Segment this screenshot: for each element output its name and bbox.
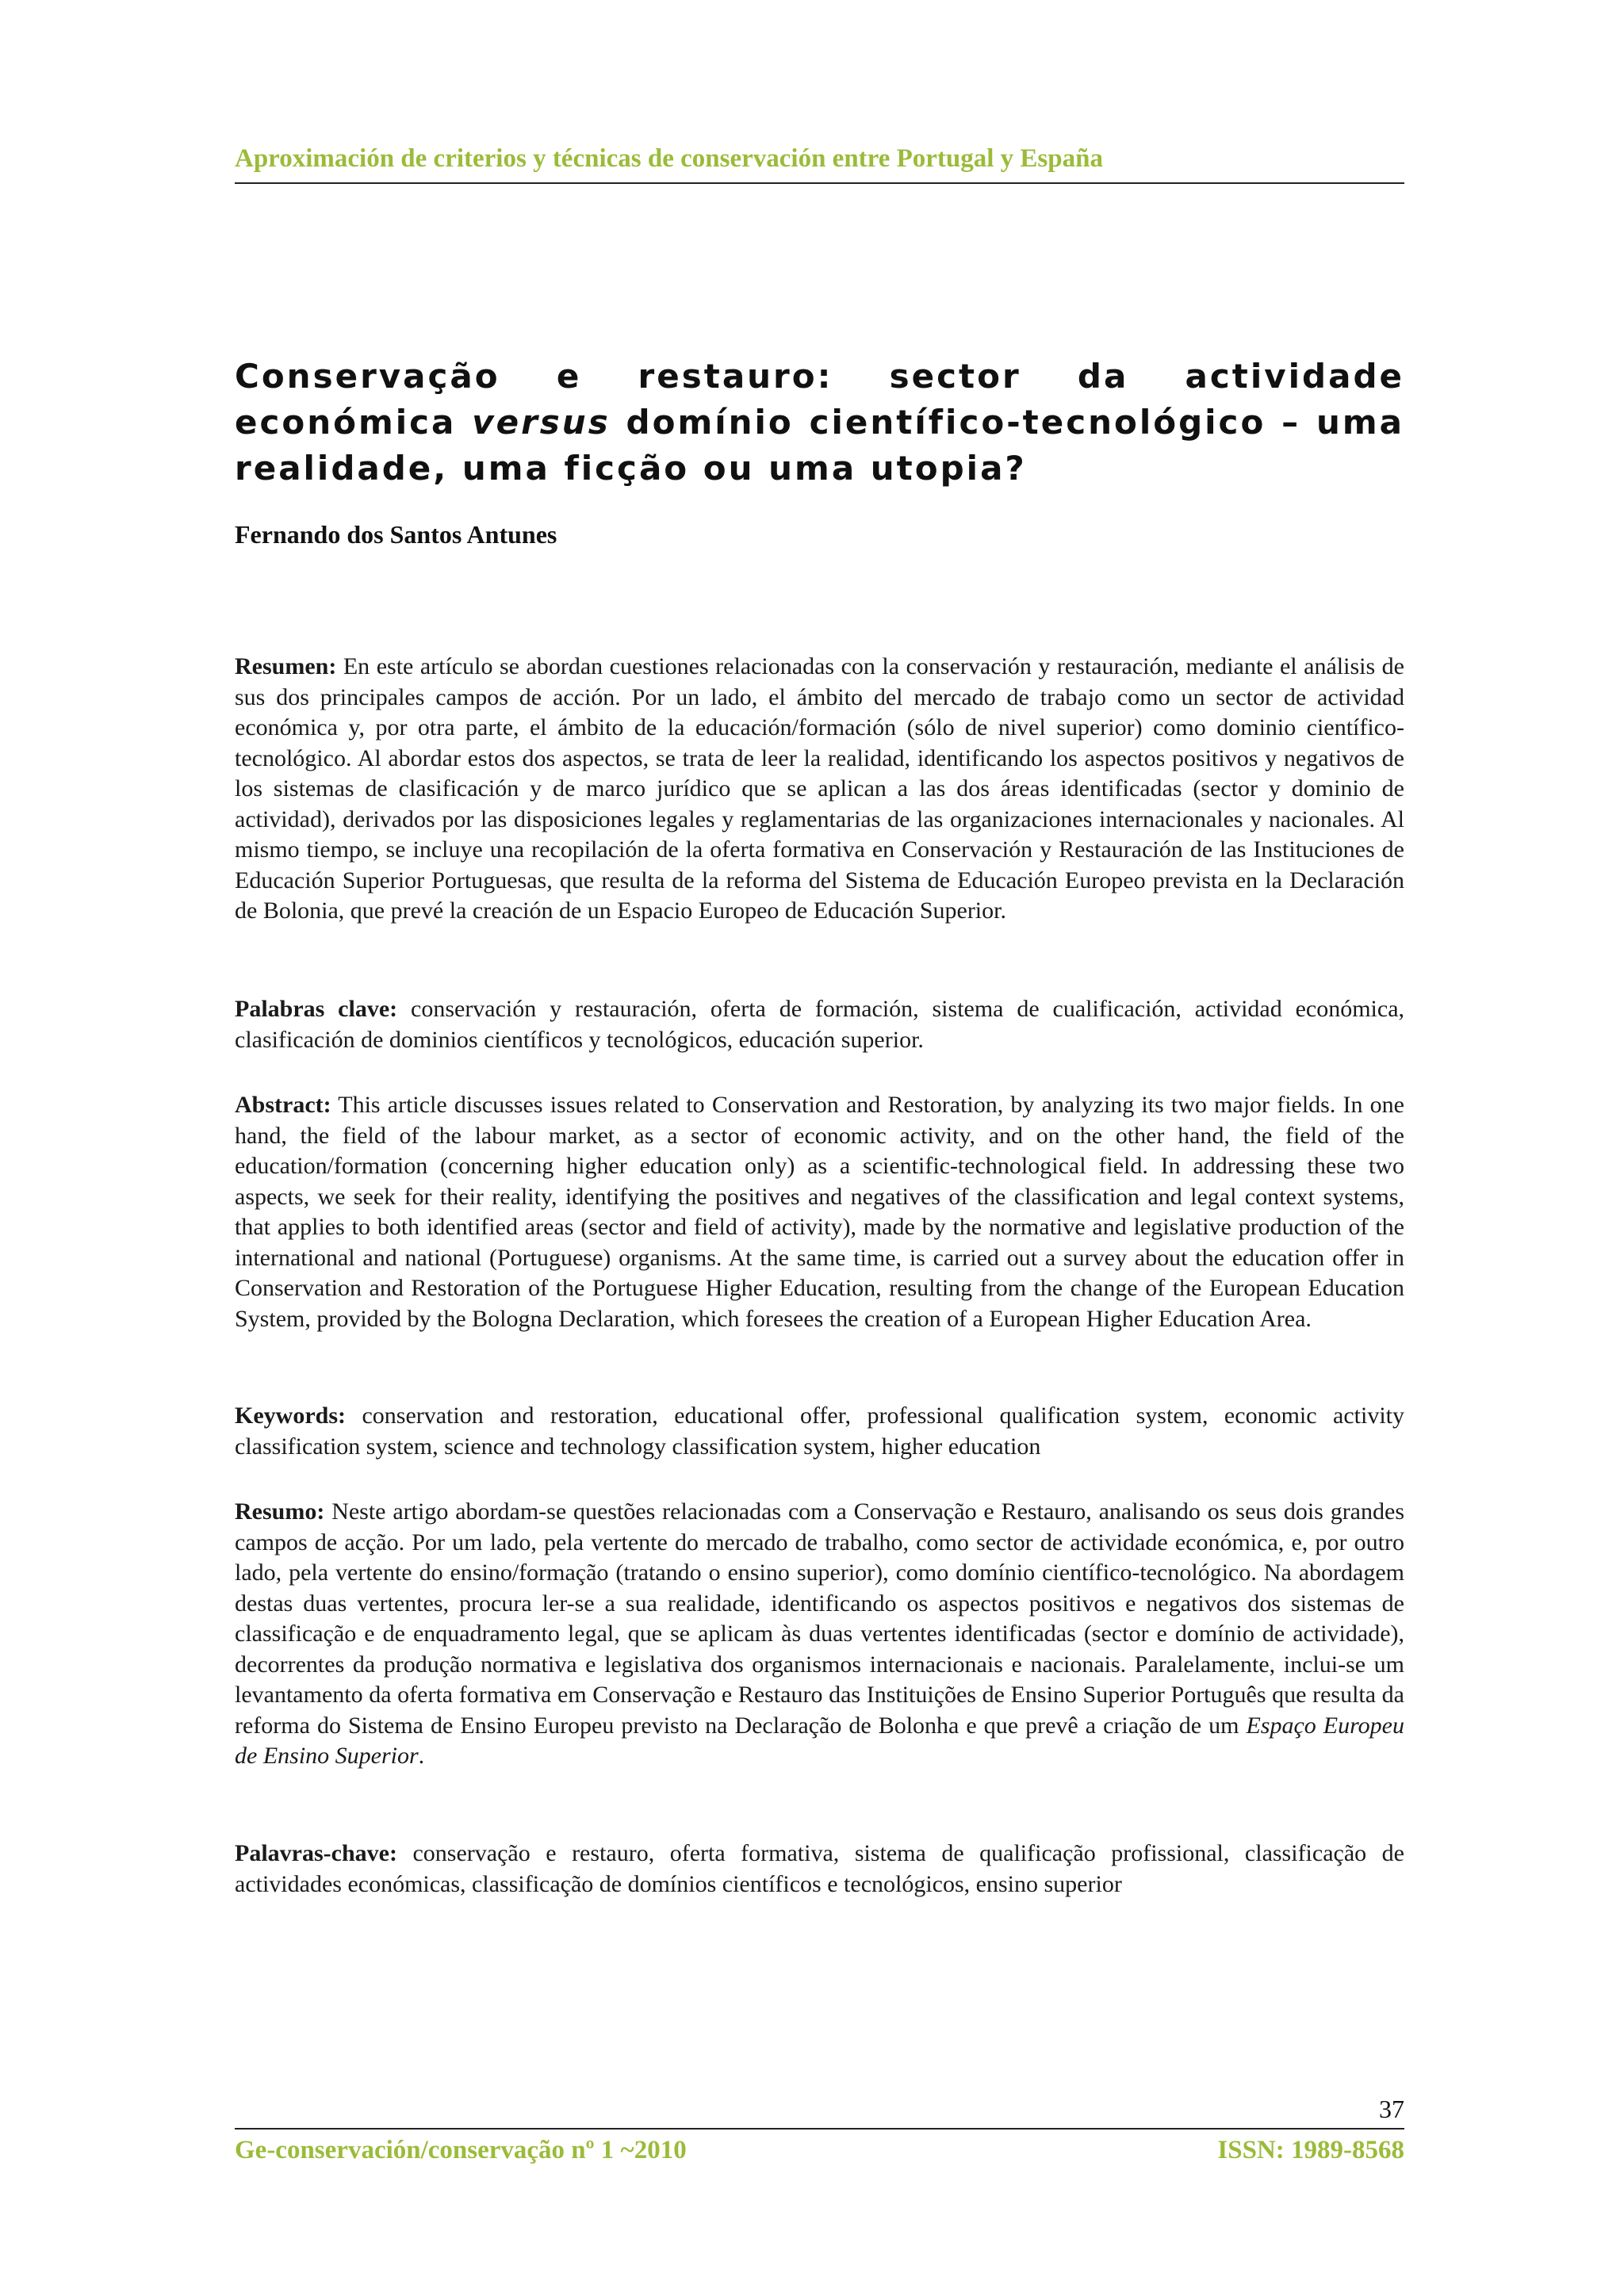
resumen-label: Resumen: (235, 653, 337, 679)
keywords-label: Keywords: (235, 1402, 346, 1429)
palabras-clave-label: Palabras clave: (235, 996, 398, 1022)
abstract-text: This article discusses issues related to Conservation and Restoration, by analyzing its two major fields. In one hand, the field of the labour market, as a sector of economic activity, and on the other hand, the field of the education/formation (concerning higher education only) as a scientific-technological field. In addressing these two aspects, we seek for their reality, identifying the positives and negatives of the classification and legal context systems, that applies to both identified areas (sector and field of activity), made by the normative and legislative production of the international and national (Portuguese) organisms. At the same time, is carried out a survey about the education offer in Conservation and Restoration of the Portuguese Higher Education, resulting from the change of the European Education System, provided by the Bologna Declaration, which foresees the creation of a European Higher Education Area. (235, 1092, 1404, 1332)
resumen-text: En este artículo se abordan cuestiones relacionadas con la conservación y restauración, mediante el análisis de sus dos principales campos de acción. Por un lado, el ámbito del mercado de trabajo como un sector de actividad económica y, por otra parte, el ámbito de la educación/formación (sólo de nivel superior) como dominio científico-tecnológico. Al abordar estos dos aspectos, se trata de leer la realidad, identificando los aspectos positivos y negativos de los sistemas de clasificación y de marco jurídico que se aplican a las dos áreas identificadas (sector y dominio de actividad), derivados por las disposiciones legales y reglamentarias de las organizaciones internacionales y nacionales. Al mismo tiempo, se incluye una recopilación de la oferta formativa en Conservación y Restauración de las Instituciones de Educación Superior Portuguesas, que resulta de la reforma del Sistema de Educación Europeo prevista en la Declaración de Bolonia, que prevé la creación de un Espacio Europeo de Educación Superior. (235, 653, 1404, 924)
palavras-chave-paragraph (235, 1839, 1404, 1900)
resumo-label: Resumo: (235, 1498, 325, 1525)
keywords-text: conservation and restoration, educational offer, professional qualification system, economic activity classification system, science and technology classification system, higher education (235, 1402, 1404, 1460)
footer-issn: ISSN: 1989-8568 (1217, 2136, 1404, 2164)
title-versus: versus (472, 403, 611, 442)
keywords-paragraph (235, 1401, 1404, 1462)
title-part-1: Conservação e restauro: sector da actividade económica (235, 357, 1404, 442)
running-header-title: Aproximación de criterios y técnicas de conservación entre Portugal y España (235, 144, 1103, 173)
resumo-paragraph (235, 1497, 1404, 1772)
page-footer (235, 2128, 1404, 2174)
resumo-text-italic: Espaço Europeu de Ensino Superior (235, 1712, 1404, 1769)
article-title (235, 354, 1404, 492)
footer-journal: Ge-conservación/conservação nº 1 ~2010 (235, 2136, 687, 2164)
title-part-2: domínio científico-tecnológico – uma realidade, uma ficção ou uma utopia? (235, 403, 1404, 488)
author-name: Fernando dos Santos Antunes (235, 520, 557, 549)
page-number: 37 (1379, 2095, 1404, 2123)
palabras-clave-text: conservación y restauración, oferta de formación, sistema de cualificación, actividad económica, clasificación de dominios científicos y tecnológicos, educación superior. (235, 996, 1405, 1053)
running-header (235, 141, 1404, 184)
resumen-paragraph (235, 652, 1404, 927)
abstract-paragraph (235, 1090, 1404, 1334)
palavras-chave-text: conservação e restauro, oferta formativa, sistema de qualificação profissional, classificação de actividades económicas, classificação de domínios científicos e tecnológicos, ensino superior (235, 1840, 1404, 1897)
resumo-text-end: . (418, 1743, 425, 1769)
palavras-chave-label: Palavras-chave: (235, 1840, 397, 1866)
resumo-text: Neste artigo abordam-se questões relacionadas com a Conservação e Restauro, analisando os seus dois grandes campos de acção. Por um lado, pela vertente do mercado de trabalho, como sector de actividade económica, e, por outro lado, pela vertente do ensino/formação (tratando o ensino superior), como domínio científico-tecnológico. Na abordagem destas duas vertentes, procura ler-se a sua realidade, identificando os aspectos positivos e negativos dos sistemas de classificação e de enquadramento legal, que se aplicam às duas vertentes identificadas (sector e domínio de actividade), decorrentes da produção normativa e legislativa dos organismos internacionais e nacionais. Paralelamente, inclui-se um levantamento da oferta formativa em Conservação e Restauro das Instituições de Ensino Superior Português que resulta da reforma do Sistema de Ensino Europeu previsto na Declaração de Bolonha e que prevê a criação de um (235, 1498, 1404, 1739)
palabras-clave-paragraph (235, 994, 1404, 1055)
abstract-label: Abstract: (235, 1092, 331, 1118)
